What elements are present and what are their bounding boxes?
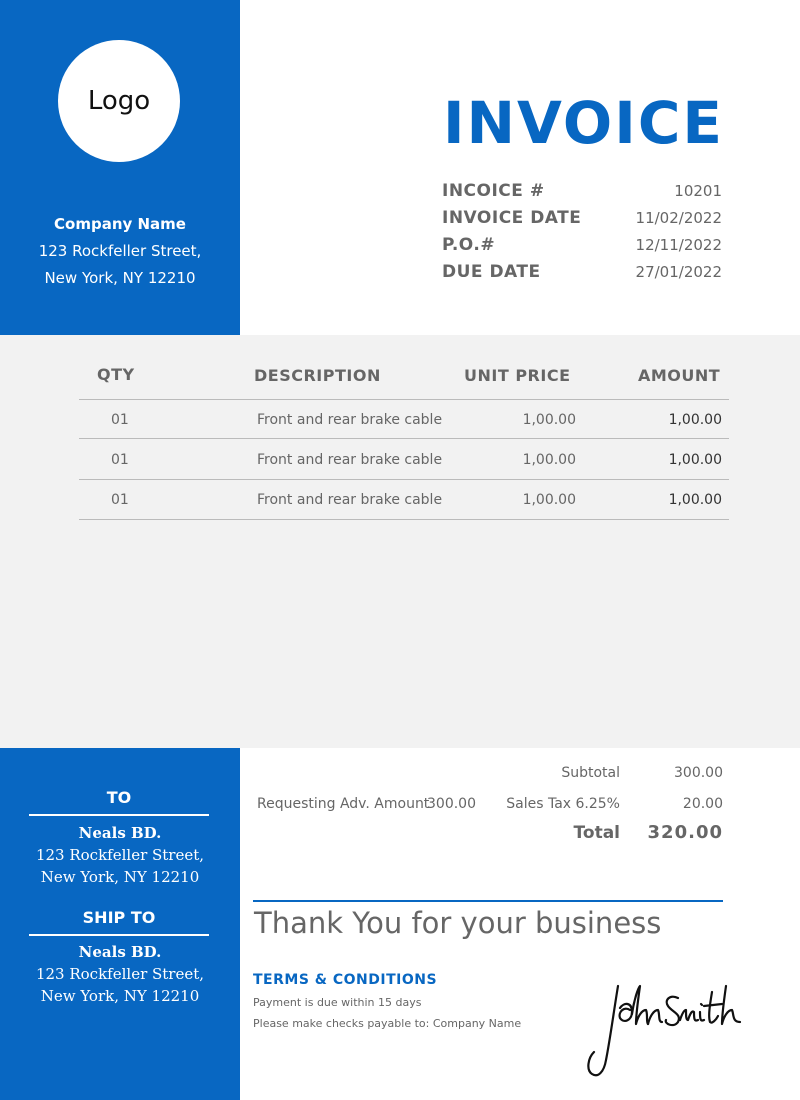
ship-to-name: Neals BD.: [78, 943, 162, 961]
cell-unit-price: 1,00.00: [522, 492, 576, 508]
meta-value-due-date: 27/01/2022: [635, 263, 722, 281]
ship-to-address-line1: 123 Rockfeller Street,: [35, 965, 205, 983]
terms-title: TERMS & CONDITIONS: [253, 972, 438, 988]
adv-amount-value: 300.00: [427, 796, 476, 812]
table-row: [79, 440, 729, 480]
bill-to-name: Neals BD.: [78, 824, 162, 842]
sales-tax-value: 20.00: [682, 796, 723, 812]
cell-qty: 01: [111, 492, 129, 508]
cell-qty: 01: [111, 412, 129, 428]
meta-label-due-date: DUE DATE: [442, 262, 541, 282]
items-table: [0, 335, 800, 748]
company-address-line1: 123 Rockfeller Street,: [38, 242, 202, 260]
cell-description: Front and rear brake cable: [257, 492, 443, 508]
header-description: DESCRIPTION: [254, 366, 381, 385]
table-row: [79, 480, 729, 520]
subtotal-value: 300.00: [674, 765, 723, 781]
cell-description: Front and rear brake cable: [257, 412, 443, 428]
invoice-title: INVOICE: [442, 89, 724, 157]
cell-amount: 1,00.00: [668, 492, 722, 508]
bill-to-address-line2: New York, NY 12210: [40, 868, 200, 886]
cell-qty: 01: [111, 452, 129, 468]
meta-label-invoice-number: INCOICE #: [442, 181, 545, 201]
total-value: 320.00: [647, 822, 723, 843]
signature: [580, 980, 745, 1085]
ship-to-address-line2: New York, NY 12210: [40, 987, 200, 1005]
company-address-line2: New York, NY 12210: [44, 269, 196, 287]
subtotal-label: Subtotal: [561, 765, 620, 781]
meta-value-invoice-number: 10201: [674, 182, 722, 200]
ship-to-heading: SHIP TO: [29, 908, 209, 936]
logo-text: Logo: [87, 86, 151, 116]
divider: [253, 900, 723, 902]
header-unit-price: UNIT PRICE: [464, 366, 571, 385]
cell-amount: 1,00.00: [668, 412, 722, 428]
header-amount: AMOUNT: [638, 366, 721, 385]
company-logo: [58, 40, 180, 162]
cell-amount: 1,00.00: [668, 452, 722, 468]
cell-unit-price: 1,00.00: [522, 452, 576, 468]
total-label: Total: [573, 823, 620, 843]
adv-amount-label: Requesting Adv. Amount: [257, 796, 430, 812]
sales-tax-label: Sales Tax 6.25%: [506, 796, 620, 812]
address-panel: [0, 748, 240, 1100]
header-qty: QTY: [97, 365, 135, 384]
company-name: Company Name: [54, 215, 186, 233]
company-panel: [0, 0, 240, 335]
bill-to-heading: TO: [29, 788, 209, 816]
meta-label-po: P.O.#: [442, 235, 496, 255]
bill-to-address-line1: 123 Rockfeller Street,: [35, 846, 205, 864]
table-row: [79, 399, 729, 439]
cell-description: Front and rear brake cable: [257, 452, 443, 468]
meta-label-invoice-date: INVOICE DATE: [442, 208, 582, 228]
thank-you-message: Thank You for your business: [254, 906, 662, 940]
meta-value-po: 12/11/2022: [635, 236, 722, 254]
terms-line: Payment is due within 15 days: [253, 996, 422, 1009]
meta-value-invoice-date: 11/02/2022: [635, 209, 722, 227]
cell-unit-price: 1,00.00: [522, 412, 576, 428]
terms-line: Please make checks payable to: Company Name: [253, 1017, 522, 1030]
